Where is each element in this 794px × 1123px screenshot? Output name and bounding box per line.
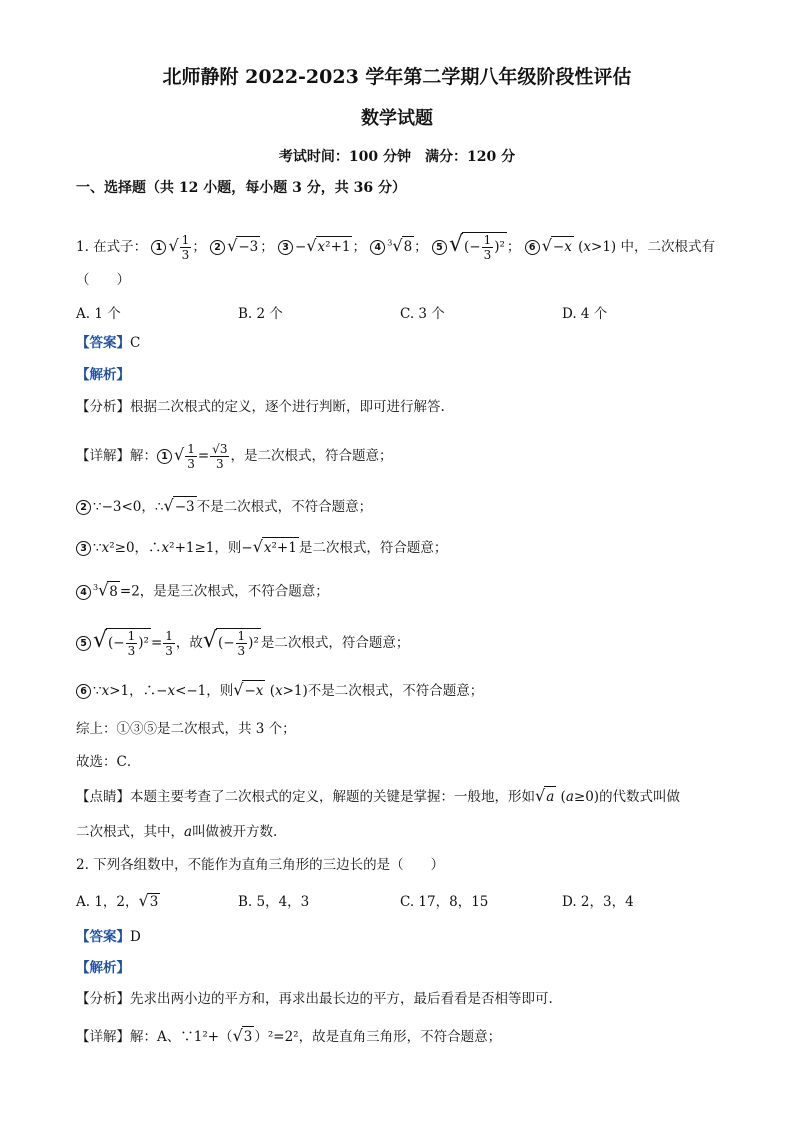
- q1-summary: 综上：①③⑤是二次根式，共 3 个；: [76, 721, 296, 737]
- q1-option-d: D. 4 个: [562, 306, 608, 322]
- q2-option-c: C. 17，8，15: [400, 894, 489, 910]
- answer-value: C: [130, 335, 141, 351]
- section-heading: 一、选择题（共 12 小题，每小题 3 分，共 36 分）: [76, 180, 406, 196]
- detail-tag: 【详解】: [76, 448, 130, 464]
- fenxi-tag: 【分析】: [76, 399, 130, 415]
- q2-detail-a: 【详解】解：A、∵1²+（√3 ）²=2²，故是直角三角形，不符合题意；: [76, 1026, 502, 1045]
- q1-stem-prefix: 1. 在式子：: [76, 239, 148, 255]
- q1-detail-2: 2 ∵−3<0，∴√−3 不是二次根式，不符合题意；: [76, 496, 372, 517]
- q2-answer: [76, 927, 141, 947]
- q1-choice: 故选：C．: [76, 754, 141, 770]
- q1-analysis-tag: 【解析】: [76, 367, 130, 383]
- q1-dianjing-2: 二次根式，其中，a叫做被开方数.: [76, 824, 278, 840]
- q1-paren: （ ）: [76, 272, 130, 288]
- answer-value: D: [130, 929, 141, 945]
- q2-option-d: D. 2，3，4: [562, 894, 634, 910]
- answer-tag: 【答案】: [76, 335, 130, 351]
- q1-detail-4: 4 $^3$√8 =2，是是三次根式，不符合题意；: [76, 578, 329, 602]
- q2-fenxi: [76, 989, 553, 1009]
- fenxi-tag: 【分析】: [76, 991, 130, 1007]
- q1-detail-3: 3 ∵x²≥0，∴x²+1≥1，则−√x²+1 是二次根式，符合题意；: [76, 537, 447, 558]
- q2-option-b: B. 5，4，3: [238, 894, 310, 910]
- q1-fenxi: [76, 397, 445, 417]
- exam-info: 考试时间：100 分钟 满分：120 分: [278, 149, 516, 165]
- q1-option-a: A. 1 个: [76, 306, 121, 322]
- q1-dianjing-1: 【点睛】本题主要考查了二次根式的定义，解题的关键是掌握：一般地，形如√a (a≥0)的代数式叫做: [76, 786, 681, 805]
- q1-option-c: C. 3 个: [400, 306, 445, 322]
- q2-stem: 2. 下列各组数中，不能作为直角三角形的三边长的是（ ）: [76, 857, 445, 873]
- fenxi-text: 根据二次根式的定义，逐个进行判断，即可进行解答.: [130, 399, 445, 415]
- q1-answer: [76, 333, 140, 353]
- answer-tag: 【答案】: [76, 929, 130, 945]
- subject-title: 数学试题: [361, 108, 433, 129]
- q1-detail-5: 5 √(− $\frac{1}{3}$ )² = $\frac{1}{3}$ ，故√(− $\frac{1}{3}$ )² 是二次根式，符合题意；: [76, 628, 409, 658]
- q1-stem: [76, 232, 715, 262]
- document-title: 北师静附 2022-2023 学年第二学期八年级阶段性评估: [162, 66, 632, 88]
- q2-analysis-tag: 【解析】: [76, 960, 130, 976]
- q1-expressions: 1 √ $\frac{1}{3}$ ； 2 √−3 ； 3 −√x²+1 ； 4 $^3$√8 ； 5 √(− $\frac{1}{3}$ )² ； 6 √−x (x>1): [151, 239, 620, 255]
- dianjing-tag: 【点睛】: [76, 789, 130, 805]
- q1-option-b: B. 2 个: [238, 306, 283, 322]
- q1-detail-1: 【详解】解： 1 √ $\frac{1}{3}$ = $\frac{√3}{3}$ ，是二次根式，符合题意；: [76, 442, 393, 471]
- q2-option-a: A. 1，2，√3: [76, 891, 159, 910]
- fenxi-text: 先求出两小边的平方和，再求出最长边的平方，最后看看是否相等即可.: [130, 991, 553, 1007]
- q1-stem-suffix: 中，二次根式有: [620, 239, 715, 255]
- detail-tag: 【详解】: [76, 1029, 130, 1045]
- q1-detail-6: 6 ∵x>1，∴−x<−1，则√−x (x>1)不是二次根式，不符合题意；: [76, 680, 483, 701]
